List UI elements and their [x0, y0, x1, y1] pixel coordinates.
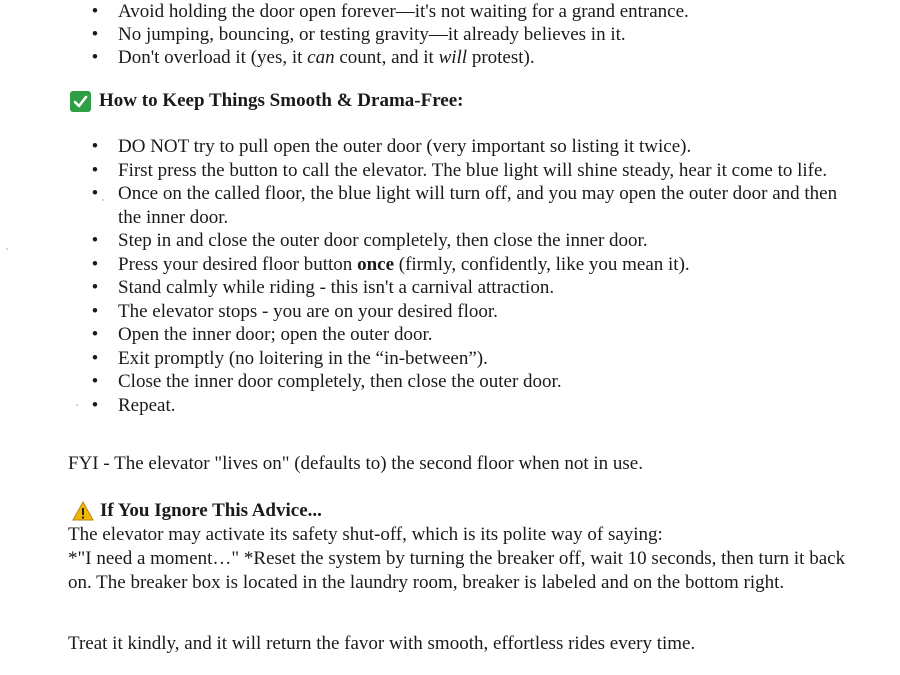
bullet: •: [91, 300, 99, 322]
list-item-text-post: protest).: [467, 47, 535, 68]
emphasis-can: can: [307, 47, 335, 68]
list-item: [88, 347, 848, 371]
bullet: •: [91, 183, 99, 204]
bullet: •: [91, 253, 99, 275]
section-title: How to Keep Things Smooth & Drama-Free:: [99, 90, 464, 111]
bullet: •: [91, 394, 99, 416]
list-item-text: Once on the called floor, the blue light will turn off, and you may open the outer door and then the inner door.: [118, 183, 838, 228]
scan-speck: [76, 404, 78, 406]
list-item-text: The elevator stops - you are on your desired floor.: [118, 300, 498, 322]
list-item-text-mid: count, and it: [334, 47, 439, 68]
bullet: •: [91, 230, 99, 251]
bullet: •: [91, 277, 99, 298]
list-item-text: First press the button to call the elevator. The blue light will shine steady, hear it come to life.: [118, 159, 828, 181]
list-item: [88, 300, 848, 324]
list-item: [88, 394, 848, 418]
emphasis-once: once: [357, 253, 394, 275]
list-item-text: Stand calmly while riding - this isn't a carnival attraction.: [118, 277, 555, 298]
bullet: •: [91, 24, 99, 45]
list-item-text: Repeat.: [118, 394, 176, 416]
ignore-section-body: [68, 523, 848, 595]
list-item-text: Exit promptly (no loitering in the “in-between”).: [118, 347, 488, 369]
list-item: [88, 0, 868, 23]
bullet: •: [91, 47, 99, 68]
list-item: [88, 323, 848, 347]
closing-line: Treat it kindly, and it will return the favor with smooth, effortless rides every time.: [68, 633, 696, 654]
steps-list: [88, 135, 848, 417]
body-paragraph: *"I need a moment…" *Reset the system by turning the breaker off, wait 10 seconds, then turn it back on. The breaker box is located in the laundry room, breaker is labeled and on the bottom right.: [68, 548, 846, 593]
list-item: [88, 135, 848, 159]
bullet: •: [91, 159, 99, 181]
bullet: •: [91, 324, 99, 345]
list-item-text-pre: Don't overload it (yes, it: [118, 47, 308, 68]
list-item: [88, 182, 848, 229]
emphasis-will: will: [438, 47, 468, 68]
list-item-text: Step in and close the outer door completely, then close the inner door.: [118, 230, 648, 251]
list-item: [88, 276, 848, 300]
list-item-text: DO NOT try to pull open the outer door (very important so listing it twice).: [118, 136, 692, 157]
scan-speck: [102, 199, 104, 201]
list-item: [88, 253, 848, 277]
list-item: [88, 46, 868, 69]
intro-list: [88, 0, 868, 69]
list-item: [88, 370, 848, 394]
ignore-section-heading: [72, 500, 322, 522]
bullet: •: [91, 136, 99, 157]
smooth-section-heading: [70, 90, 464, 112]
fyi-note: FYI - The elevator "lives on" (defaults to) the second floor when not in use.: [68, 453, 643, 474]
body-line: The elevator may activate its safety shut-off, which is its polite way of saying:: [68, 524, 663, 545]
warning-triangle-icon: [72, 501, 94, 521]
list-item-text: Avoid holding the door open forever—it's not waiting for a grand entrance.: [118, 1, 689, 22]
list-item: [88, 23, 868, 46]
list-item-text-post: (firmly, confidently, like you mean it).: [394, 253, 690, 275]
bullet: •: [91, 347, 99, 369]
scan-speck: [6, 248, 8, 250]
list-item-text: Open the inner door; open the outer door.: [118, 324, 433, 345]
list-item-text: Close the inner door completely, then close the outer door.: [118, 371, 562, 392]
list-item-text-pre: Press your desired floor button: [118, 253, 358, 275]
check-mark-icon: [70, 91, 91, 112]
list-item: [88, 159, 848, 183]
section-title: If You Ignore This Advice...: [100, 500, 322, 521]
list-item: [88, 229, 848, 253]
list-item-text: No jumping, bouncing, or testing gravity—it already believes in it.: [118, 24, 626, 45]
bullet: •: [91, 1, 99, 22]
bullet: •: [91, 371, 99, 392]
